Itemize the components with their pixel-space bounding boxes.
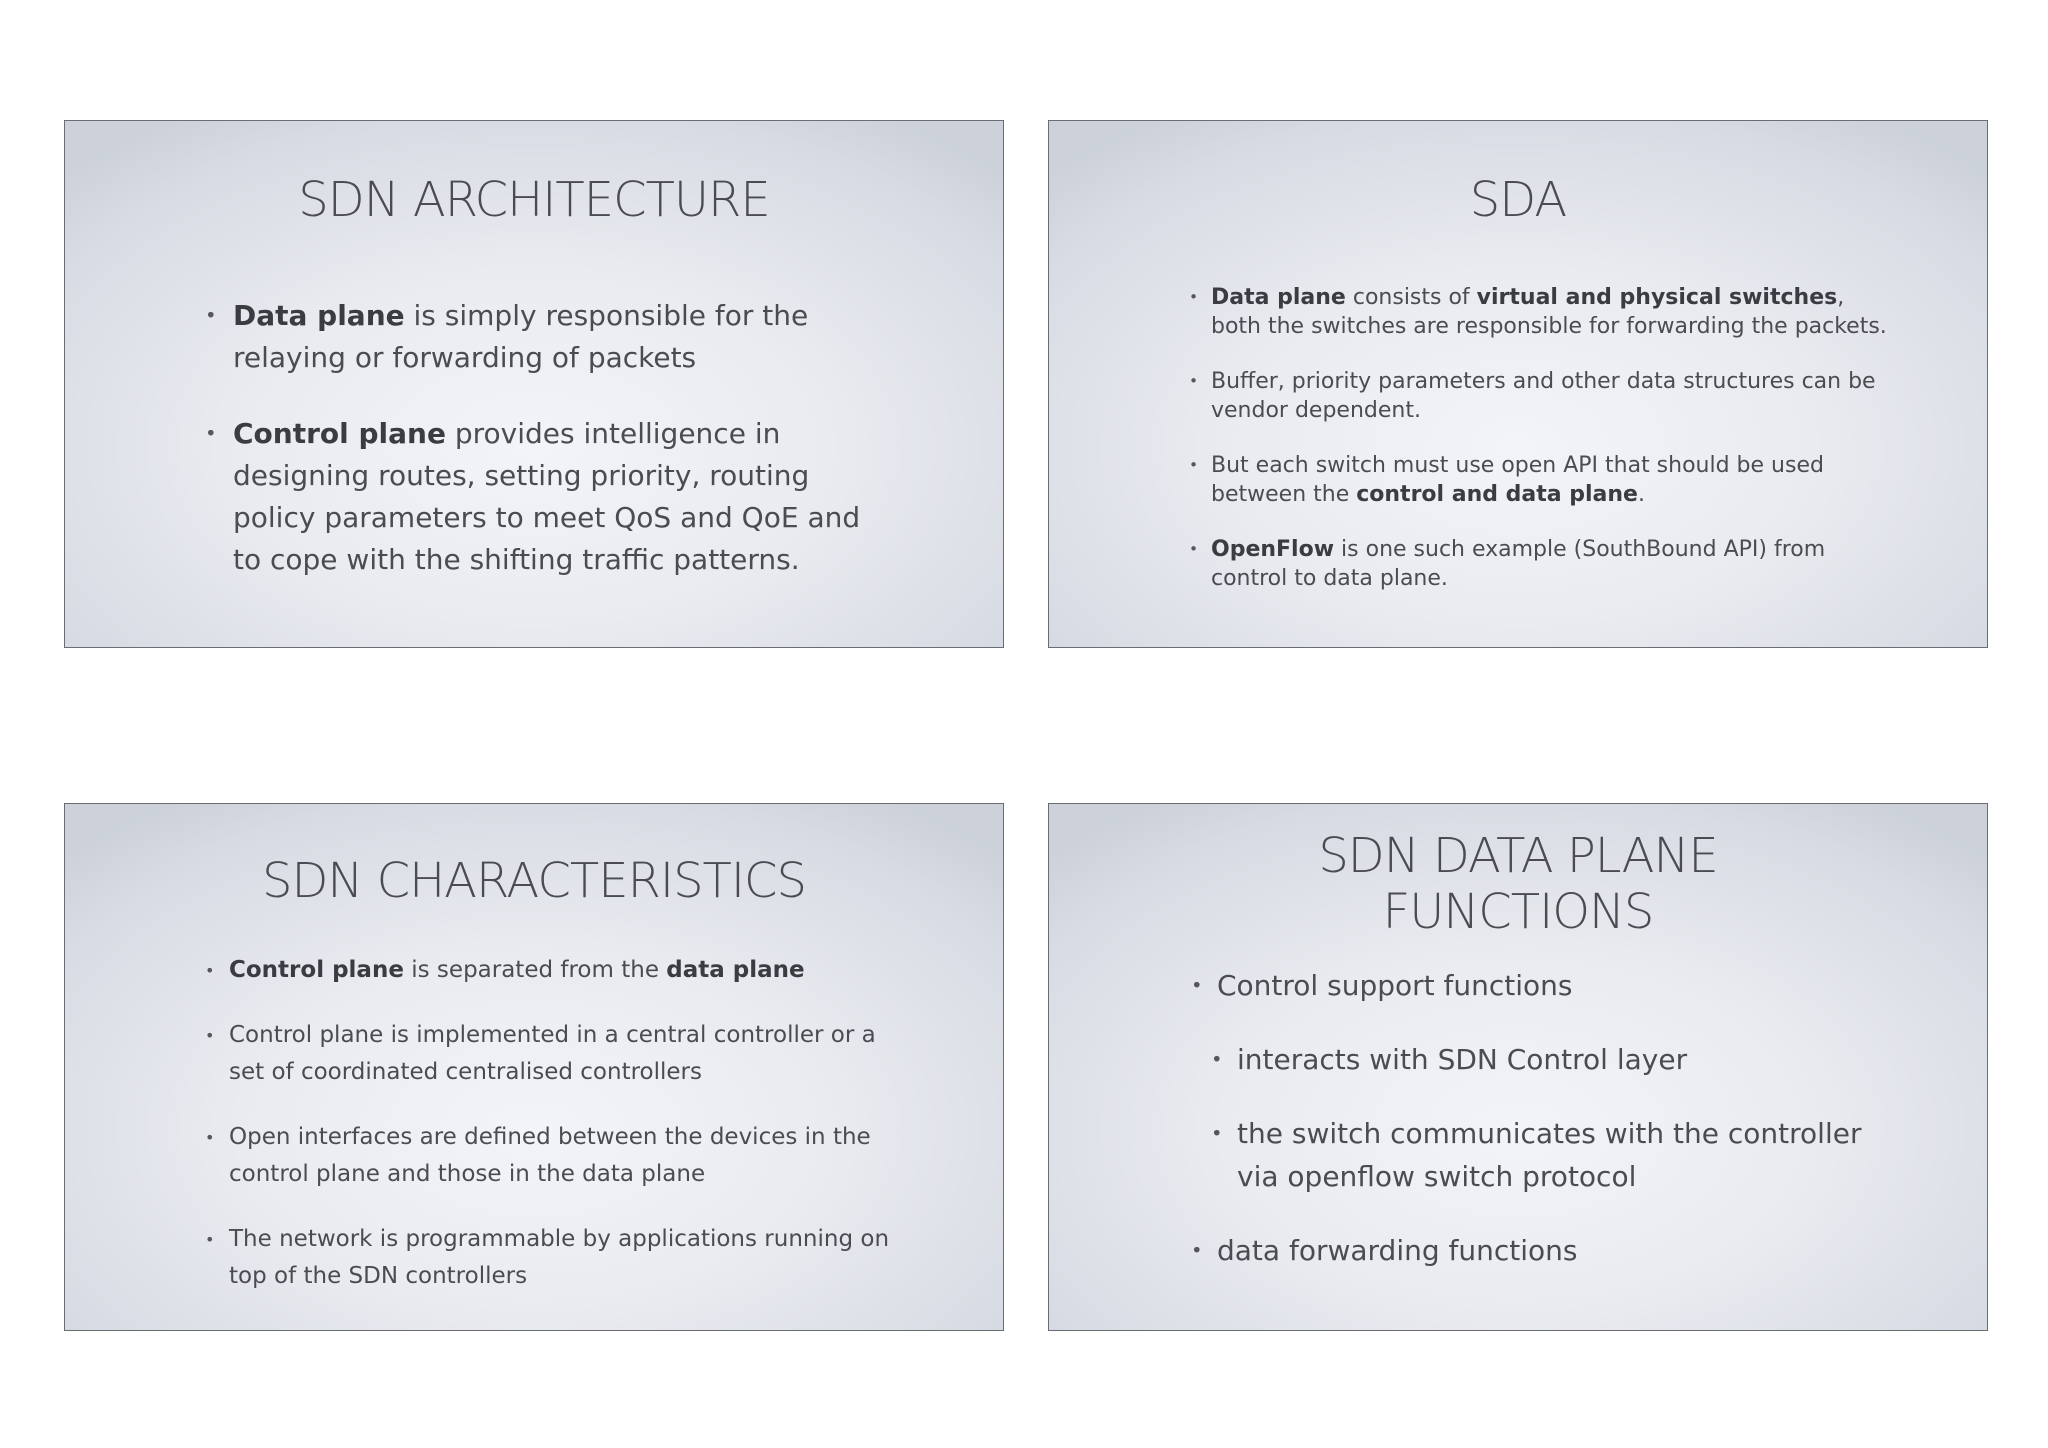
bullet-text: . [1637, 482, 1645, 507]
bullet-text: The network is programmable by applications running on top of the SDN controllers [229, 1226, 890, 1289]
slide-title-line: FUNCTIONS [1382, 884, 1654, 940]
bullet-item [229, 1119, 889, 1193]
bullet-list [1211, 283, 1891, 619]
slide-title-line: SDN DATA PLANE [1318, 828, 1718, 884]
bullet-text: , both the switches are responsible for forwarding the packets. [1211, 285, 1887, 339]
bullet-text: the switch communicates with the controller via openflow switch protocol [1237, 1117, 1862, 1193]
sub-bullet-item [1237, 1112, 1897, 1198]
bullet-item [1211, 283, 1891, 341]
slide-sda [1048, 120, 1988, 648]
bullet-item [1211, 535, 1891, 593]
bullet-text: Control plane is implemented in a central controller or a set of coordinated centralised controllers [229, 1022, 876, 1085]
bullet-text: interacts with SDN Control layer [1237, 1043, 1688, 1076]
bullet-bold: control and data plane [1356, 482, 1638, 507]
bullet-item [229, 1221, 889, 1295]
slide-sdn-data-plane-functions [1048, 803, 1988, 1331]
bullet-bold: Control plane [233, 417, 446, 450]
bullet-text: provides intelligence in designing routes, setting priority, routing policy parameters to meet QoS and QoE and to cope with the shifting traffic patterns. [233, 417, 861, 576]
bullet-item [1211, 367, 1891, 425]
bullet-bold: Data plane [1211, 285, 1346, 310]
bullet-list [233, 295, 893, 615]
bullet-bold: Control plane [229, 957, 404, 983]
bullet-text: But each switch must use open API that should be used between the [1211, 453, 1824, 507]
bullet-text: Buffer, priority parameters and other data structures can be vendor dependent. [1211, 369, 1876, 423]
bullet-item [233, 295, 893, 379]
bullet-item [233, 413, 893, 581]
bullet-text: data forwarding functions [1217, 1234, 1578, 1267]
slide-sdn-architecture [64, 120, 1004, 648]
bullet-item [1217, 1229, 1897, 1272]
bullet-item [229, 952, 889, 989]
bullet-text: is one such example (SouthBound API) from control to data plane. [1211, 537, 1826, 591]
bullet-text: is separated from the [403, 957, 667, 983]
bullet-list [1217, 964, 1897, 1303]
bullet-text: is simply responsible for the relaying or forwarding of packets [233, 299, 809, 374]
slide-title [1049, 828, 1987, 940]
bullet-item [1211, 451, 1891, 509]
bullet-text: Control support functions [1217, 969, 1573, 1002]
slide-sdn-characteristics [64, 803, 1004, 1331]
slide-title: SDN ARCHITECTURE [298, 172, 770, 228]
bullet-item [1217, 964, 1897, 1007]
bullet-bold: data plane [666, 957, 805, 983]
bullet-bold: OpenFlow [1211, 537, 1335, 562]
bullet-text: consists of [1345, 285, 1477, 310]
bullet-text: Open interfaces are defined between the devices in the control plane and those in the data plane [229, 1124, 871, 1187]
bullet-list [229, 952, 889, 1323]
slide-title: SDN CHARACTERISTICS [261, 853, 807, 909]
sub-bullet-item [1237, 1038, 1897, 1081]
bullet-bold: Data plane [233, 299, 405, 332]
bullet-bold: virtual and physical switches [1476, 285, 1838, 310]
slide-title: SDA [1469, 172, 1567, 228]
bullet-item [229, 1017, 889, 1091]
